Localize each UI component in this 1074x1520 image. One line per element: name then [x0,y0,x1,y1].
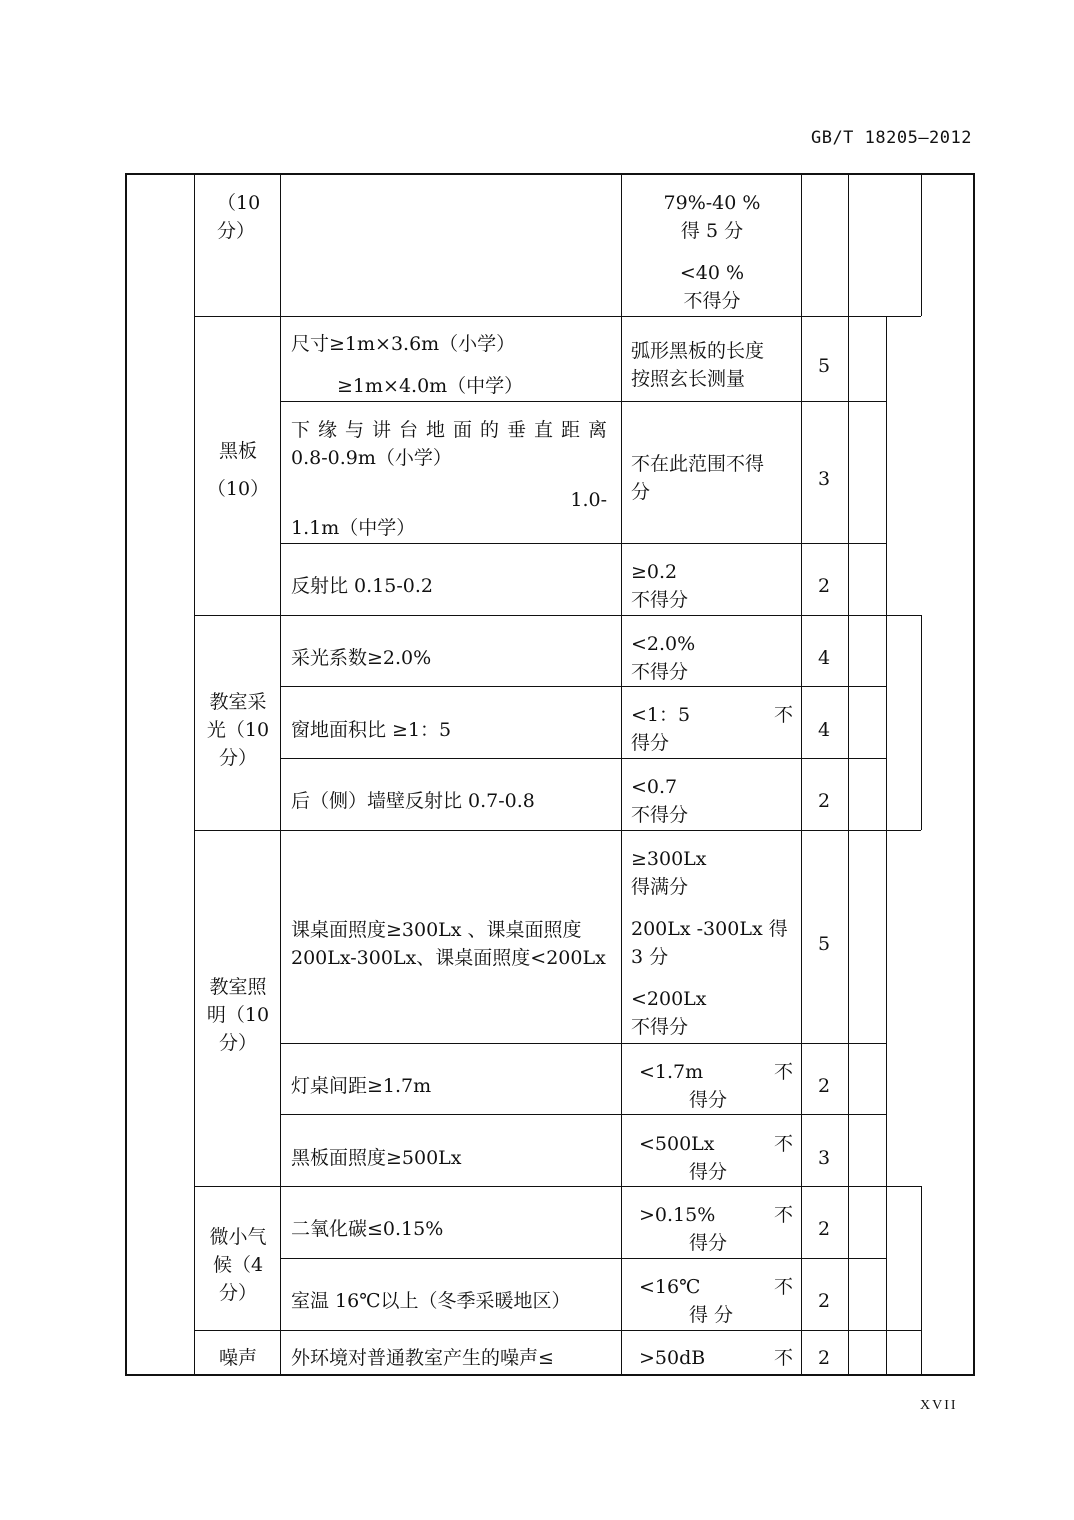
score-value: 5 [817,933,831,955]
scoring-note: <16℃ 不 得 分 [639,1276,793,1326]
requirement-cell: 下缘与讲台地面的垂直距离 0.8-0.9m（小学） 1.0- 1.1m（中学） [291,419,607,539]
evaluation-table [125,173,975,1376]
scoring-note: <500Lx 不 得分 [639,1133,793,1183]
page-number: XVII [920,1398,958,1413]
scoring-note: 弧形黑板的长度 按照玄长测量 [631,340,765,390]
row-divider [281,1114,887,1115]
category-cell: （10 分） [217,192,261,242]
category-cell: 教室照 明（10 分） [206,976,270,1054]
scoring-note: 79%-40 % 得 5 分 <40 % 不得分 [663,192,761,312]
score-value: 4 [817,647,831,669]
score-value: 3 [817,1147,831,1169]
row-divider [195,1186,921,1187]
scoring-note: <2.0% 不得分 [631,633,696,683]
score-value: 2 [817,1290,831,1312]
row-divider [195,316,921,317]
requirement-cell: 外环境对普通教室产生的噪声≤ [291,1347,554,1369]
requirement-cell: 窗地面积比 ≥1：5 [291,719,452,741]
score-value: 2 [817,1218,831,1240]
standard-number: GB/T 18205—2012 [810,128,972,148]
score-value: 2 [817,575,831,597]
col-divider [621,173,622,1376]
col-divider [921,1186,922,1376]
score-value: 2 [817,1347,831,1369]
col-divider [194,173,195,1376]
requirement-cell: 黑板面照度≥500Lx [291,1147,462,1169]
requirement-cell: 二氧化碳≤0.15% [291,1218,444,1240]
row-divider [195,615,921,616]
scoring-note: ≥300Lx 得满分 200Lx -300Lx 得 3 分 <200Lx 不得分 [631,848,788,1038]
col-divider [921,615,922,830]
col-divider [886,316,887,1376]
scoring-note: >50dB 不 [639,1347,793,1369]
requirement-cell: 后（侧）墙壁反射比 0.7-0.8 [291,790,535,812]
category-cell: 噪声 [218,1347,257,1369]
col-divider [921,173,922,316]
row-divider [281,758,887,759]
category-cell: 黑板 （10） [206,440,270,500]
requirement-cell: 尺寸≥1m×3.6m（小学） ≥1m×4.0m（中学） [291,333,524,397]
scoring-note: <0.7 不得分 [631,776,689,826]
score-value: 5 [817,355,831,377]
score-value: 2 [817,1075,831,1097]
table-left-border [125,173,127,1376]
row-divider [195,1330,921,1331]
requirement-cell: 室温 16℃以上（冬季采暖地区） [291,1290,571,1312]
row-divider [281,1043,887,1044]
row-divider [281,1258,887,1259]
requirement-cell: 采光系数≥2.0% [291,647,432,669]
scoring-note: ≥0.2 不得分 [631,561,689,611]
requirement-cell: 灯桌间距≥1.7m [291,1075,432,1097]
scoring-note: 不在此范围不得 分 [631,453,765,503]
row-divider [281,401,887,402]
requirement-cell: 课桌面照度≥300Lx 、课桌面照度 200Lx-300Lx、课桌面照度<200Lx [291,919,606,969]
scoring-note: >0.15% 不 得分 [639,1204,793,1254]
score-value: 2 [817,790,831,812]
table-right-border [973,173,975,1376]
col-divider [848,173,849,1376]
scoring-note: <1：5 不 得分 [631,704,793,754]
score-value: 3 [817,468,831,490]
requirement-cell: 反射比 0.15-0.2 [291,575,433,597]
row-divider [281,543,887,544]
category-cell: 微小气 候（4 分） [209,1226,267,1304]
score-value: 4 [817,719,831,741]
row-divider [195,830,921,831]
scoring-note: <1.7m 不 得分 [639,1061,793,1111]
row-divider [281,686,887,687]
category-cell: 教室采 光（10 分） [206,691,270,769]
